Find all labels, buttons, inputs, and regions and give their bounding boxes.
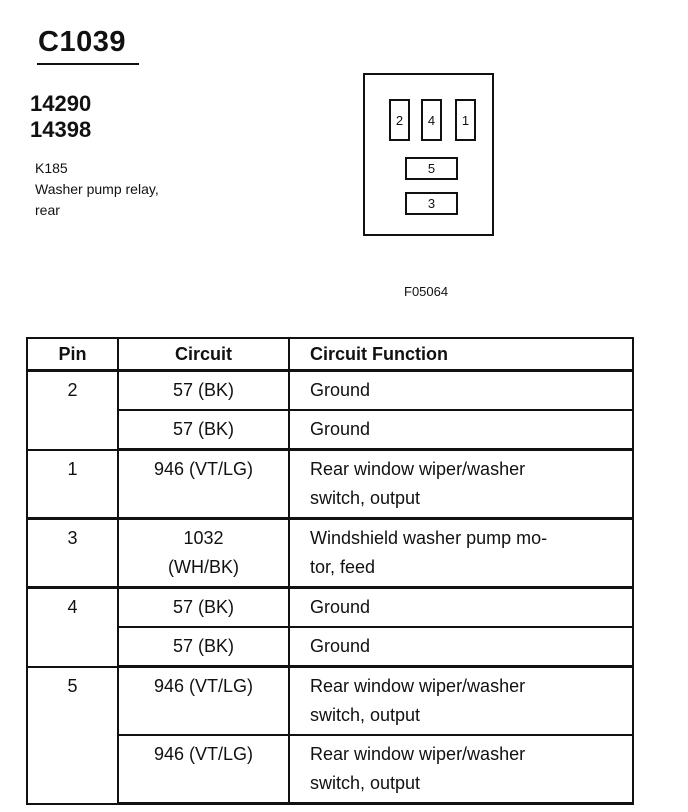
circuit-function-cell [289,588,633,628]
circuit-function-cell [289,627,633,667]
circuit-cell [118,667,289,736]
figure-code: F05064 [404,284,449,299]
circuit-line: 57 (BK) [172,636,235,656]
function-line: switch, output [310,488,421,508]
connector-pin-5: 5 [405,157,458,180]
connector-pin-1: 1 [455,99,476,141]
function-line: tor, feed [310,557,376,577]
circuit-cell [118,627,289,667]
circuit-function-cell [289,735,633,804]
function-line: switch, output [310,773,421,793]
connector-pin-2: 2 [389,99,410,141]
function-line: Rear window wiper/washer [310,744,526,764]
function-line: Rear window wiper/washer [310,676,526,696]
circuit-line: 946 (VT/LG) [153,459,254,479]
component-code: K185 [35,160,68,176]
table-row [27,371,633,411]
circuit-function-cell [289,667,633,736]
pin-cell: 2 [27,371,118,450]
component-desc-line-1: Washer pump relay, [35,181,159,197]
circuit-function-cell [289,410,633,450]
connector-title: C1039 [38,26,126,58]
function-line: switch, output [310,705,421,725]
function-line: Ground [310,636,371,656]
circuit-cell [118,371,289,411]
function-line: Windshield washer pump mo- [310,528,548,548]
circuit-line: 946 (VT/LG) [153,744,254,764]
table-body [27,371,633,804]
header-circuit-function: Circuit Function [289,338,633,371]
function-line: Rear window wiper/washer [310,459,526,479]
circuit-cell [118,450,289,519]
function-line: Ground [310,597,371,617]
circuit-cell [118,519,289,588]
circuit-cell [118,735,289,804]
table-header-row [27,338,633,371]
connector-face-diagram [363,73,494,236]
table-row [27,450,633,519]
circuit-line: 946 (VT/LG) [153,676,254,696]
function-line: Ground [310,380,371,400]
table-row [27,627,633,667]
component-desc-line-2: rear [35,202,60,218]
connector-pin-4: 4 [421,99,442,141]
circuit-cell [118,588,289,628]
circuit-function-cell [289,519,633,588]
circuit-function-cell [289,450,633,519]
pin-cell: 4 [27,588,118,667]
circuit-line: 57 (BK) [172,380,235,400]
table-row [27,667,633,736]
pin-cell: 1 [27,450,118,519]
table-row [27,588,633,628]
table-row [27,735,633,804]
component-description [35,158,159,221]
header-circuit: Circuit [118,338,289,371]
circuit-line: 57 (BK) [172,419,235,439]
table-row [27,410,633,450]
circuit-line: 1032 [183,528,224,548]
pin-cell: 3 [27,519,118,588]
circuit-cell [118,410,289,450]
connector-pin-3: 3 [405,192,458,215]
header-pin: Pin [27,338,118,371]
circuit-line: 57 (BK) [172,597,235,617]
circuit-line: (WH/BK) [168,557,239,577]
part-number-1: 14290 [30,91,92,116]
title-underline [37,63,139,65]
table-row [27,519,633,588]
part-number-2: 14398 [30,117,92,142]
function-line: Ground [310,419,371,439]
pin-cell: 5 [27,667,118,804]
pinout-table [26,337,634,805]
circuit-function-cell [289,371,633,411]
